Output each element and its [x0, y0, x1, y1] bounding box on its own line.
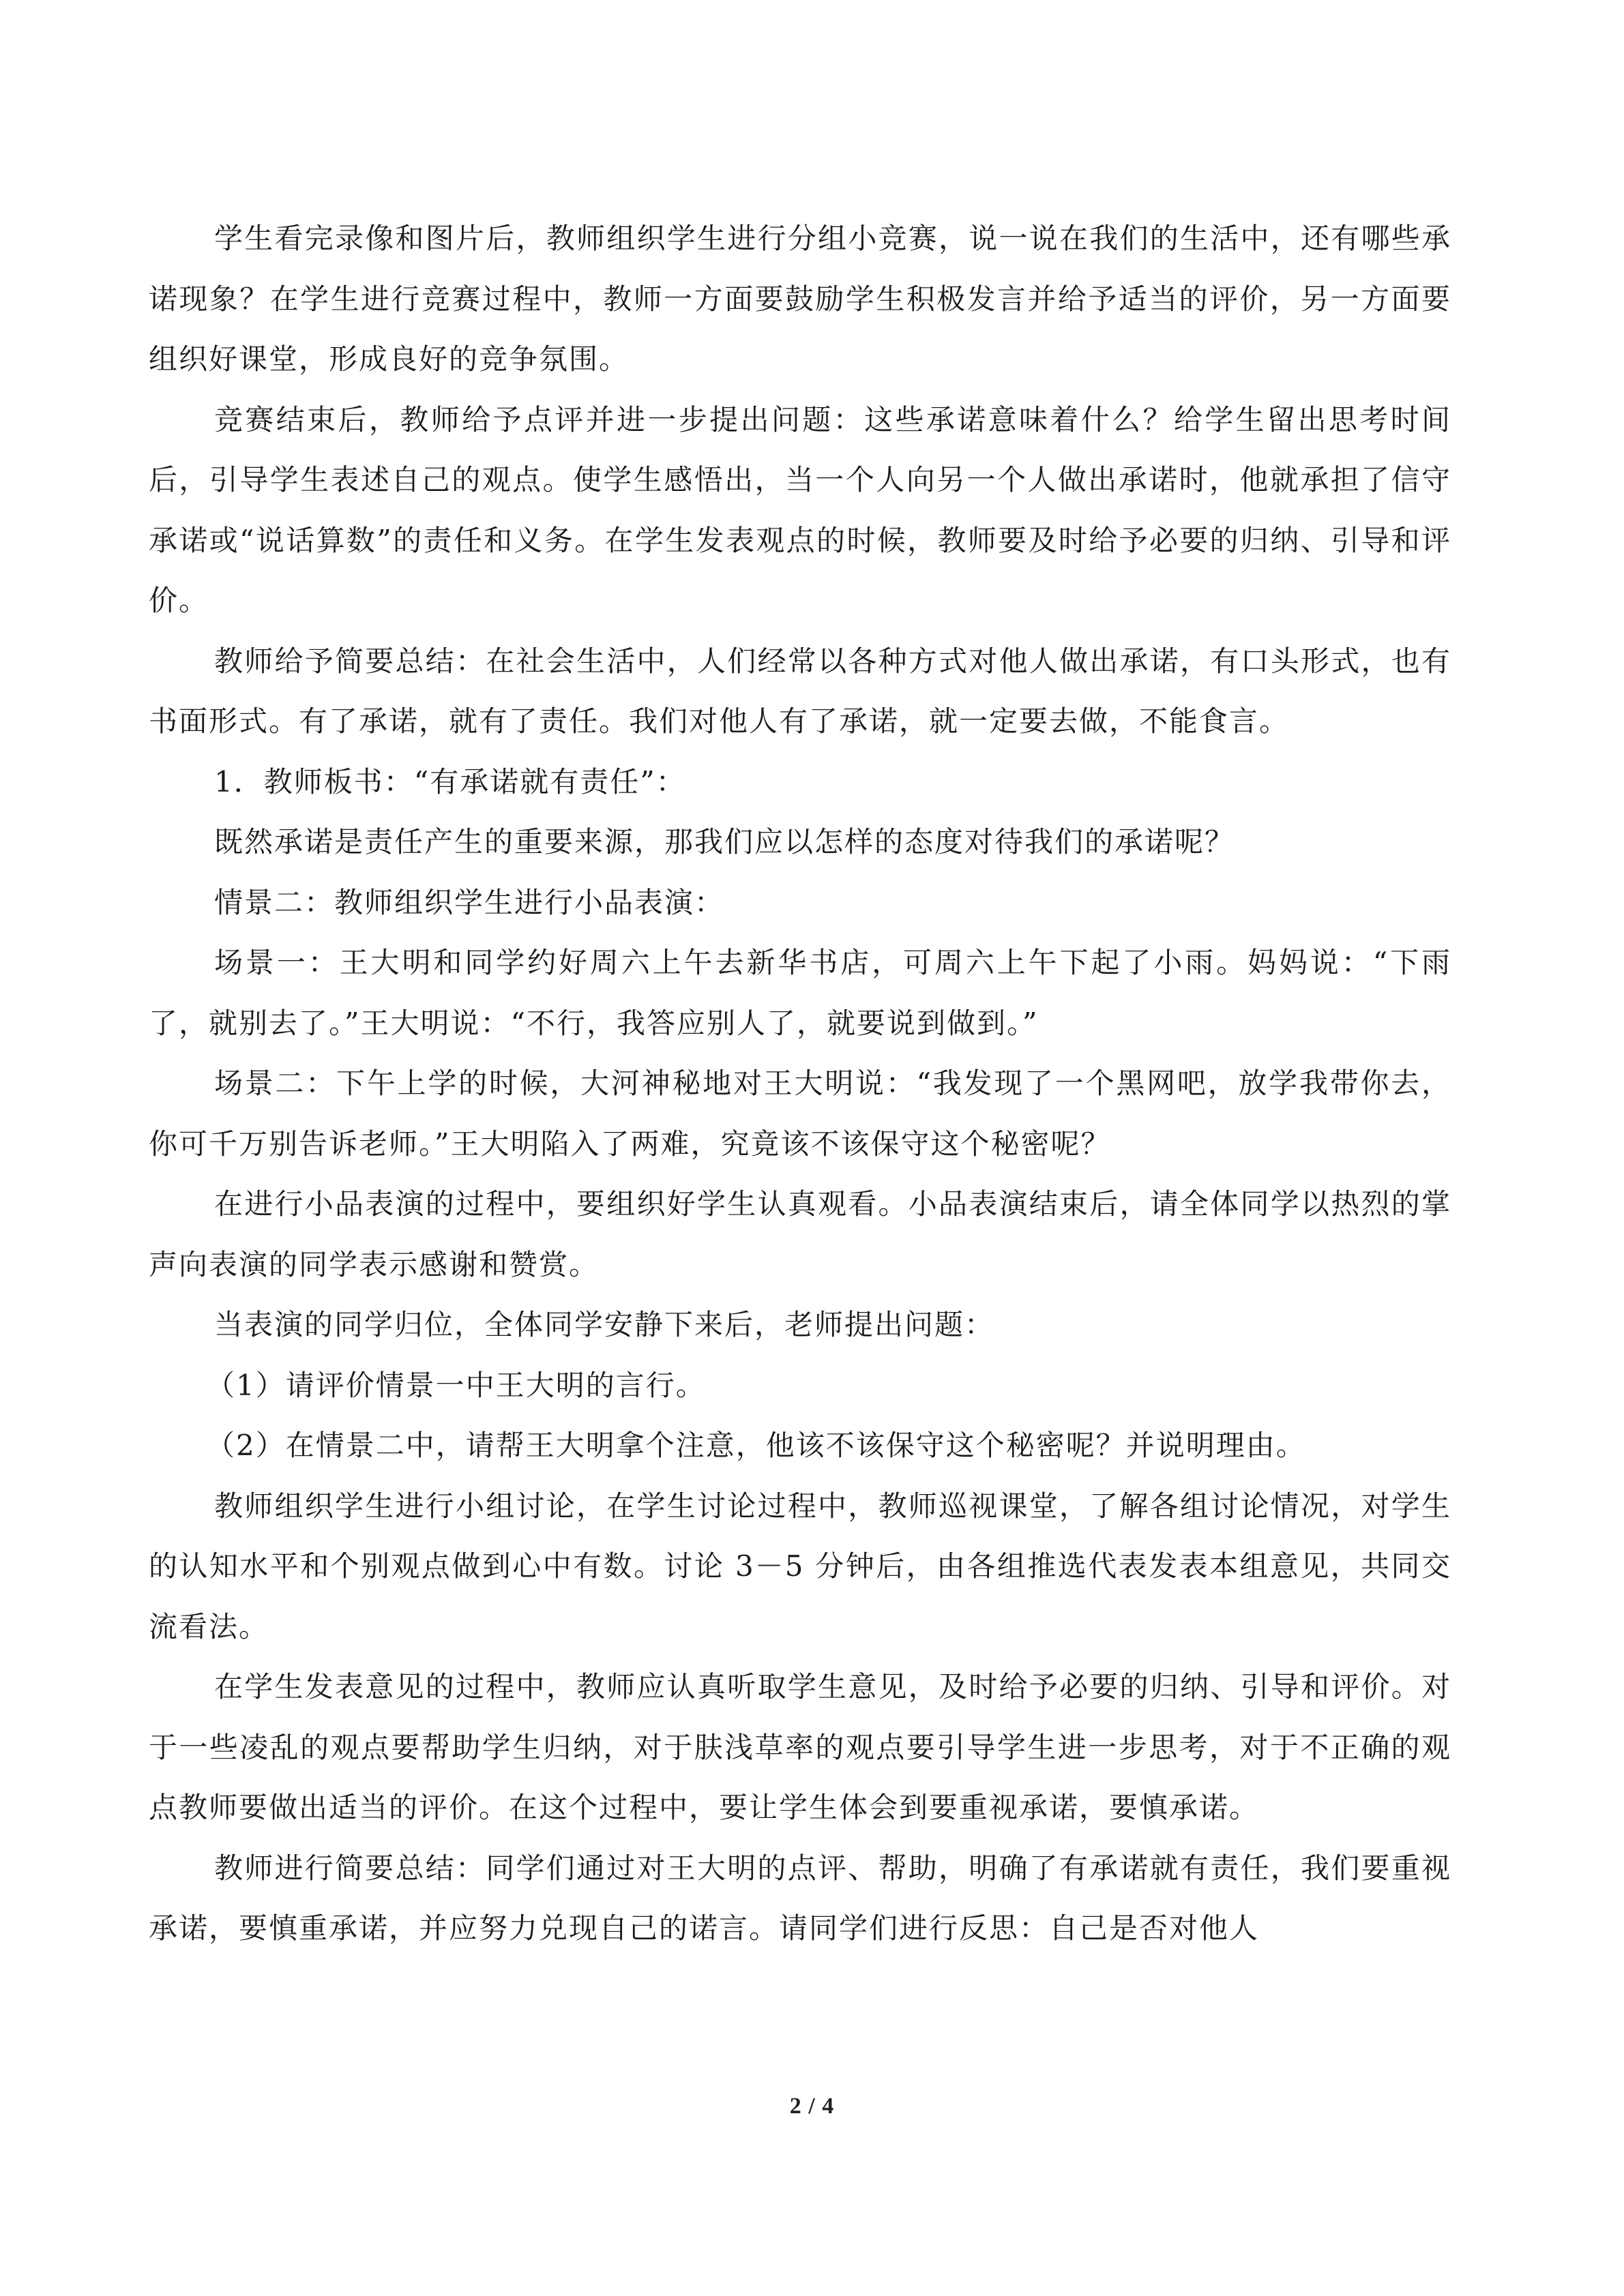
paragraph-3: 教师给予简要总结：在社会生活中，人们经常以各种方式对他人做出承诺，有口头形式，也有书面形式。有了承诺，就有了责任。我们对他人有了承诺，就一定要去做，不能食言。	[149, 644, 1451, 738]
paragraph-14: 在学生发表意见的过程中，教师应认真听取学生意见，及时给予必要的归纳、引导和评价。对于一些凌乱的观点要帮助学生归纳，对于肤浅草率的观点要引导学生进一步思考，对于不正确的观点教师要做出适当的评价。在这个过程中，要让学生体会到要重视承诺，要慎承诺。	[149, 1670, 1451, 1824]
page-body	[149, 209, 1451, 1959]
paragraph-13: 教师组织学生进行小组讨论，在学生讨论过程中，教师巡视课堂，了解各组讨论情况，对学生的认知水平和个别观点做到心中有数。讨论 3－5 分钟后，由各组推选代表发表本组意见，共同交流看法。	[149, 1489, 1451, 1643]
paragraph-7: 场景一：王大明和同学约好周六上午去新华书店，可周六上午下起了小雨。妈妈说：“下雨了，就别去了。”王大明说：“不行，我答应别人了，就要说到做到。”	[149, 946, 1451, 1040]
paragraph-5: 既然承诺是责任产生的重要来源，那我们应以怎样的态度对待我们的承诺呢？	[214, 825, 1235, 859]
question-2: （2）在情景二中，请帮王大明拿个注意，他该不该保守这个秘密呢？并说明理由。	[206, 1429, 1306, 1462]
question-1: （1）请评价情景一中王大明的言行。	[206, 1368, 706, 1402]
paragraph-9: 在进行小品表演的过程中，要组织好学生认真观看。小品表演结束后，请全体同学以热烈的掌声向表演的同学表示感谢和赞赏。	[149, 1187, 1451, 1281]
paragraph-15: 教师进行简要总结：同学们通过对王大明的点评、帮助，明确了有承诺就有责任，我们要重视承诺，要慎重承诺，并应努力兑现自己的诺言。请同学们进行反思：自己是否对他人	[149, 1851, 1451, 1945]
paragraph-2: 竞赛结束后，教师给予点评并进一步提出问题：这些承诺意味着什么？给学生留出思考时间后，引导学生表述自己的观点。使学生感悟出，当一个人向另一个人做出承诺时，他就承担了信守承诺或“说话算数”的责任和义务。在学生发表观点的时候，教师要及时给予必要的归纳、引导和评价。	[149, 402, 1451, 617]
paragraph-4: 1．教师板书：“有承诺就有责任”：	[214, 764, 686, 799]
paragraph-1: 学生看完录像和图片后，教师组织学生进行分组小竞赛，说一说在我们的生活中，还有哪些承诺现象？在学生进行竞赛过程中，教师一方面要鼓励学生积极发言并给予适当的评价，另一方面要组织好课堂，形成良好的竞争氛围。	[149, 222, 1451, 376]
paragraph-10: 当表演的同学归位，全体同学安静下来后，老师提出问题：	[214, 1308, 995, 1341]
page-number: 2 / 4	[789, 2093, 835, 2119]
paragraph-6: 情景二：教师组织学生进行小品表演：	[214, 885, 725, 919]
paragraph-8: 场景二：下午上学的时候，大河神秘地对王大明说：“我发现了一个黑网吧，放学我带你去，你可千万别告诉老师。”王大明陷入了两难，究竟该不该保守这个秘密呢？	[149, 1067, 1451, 1161]
